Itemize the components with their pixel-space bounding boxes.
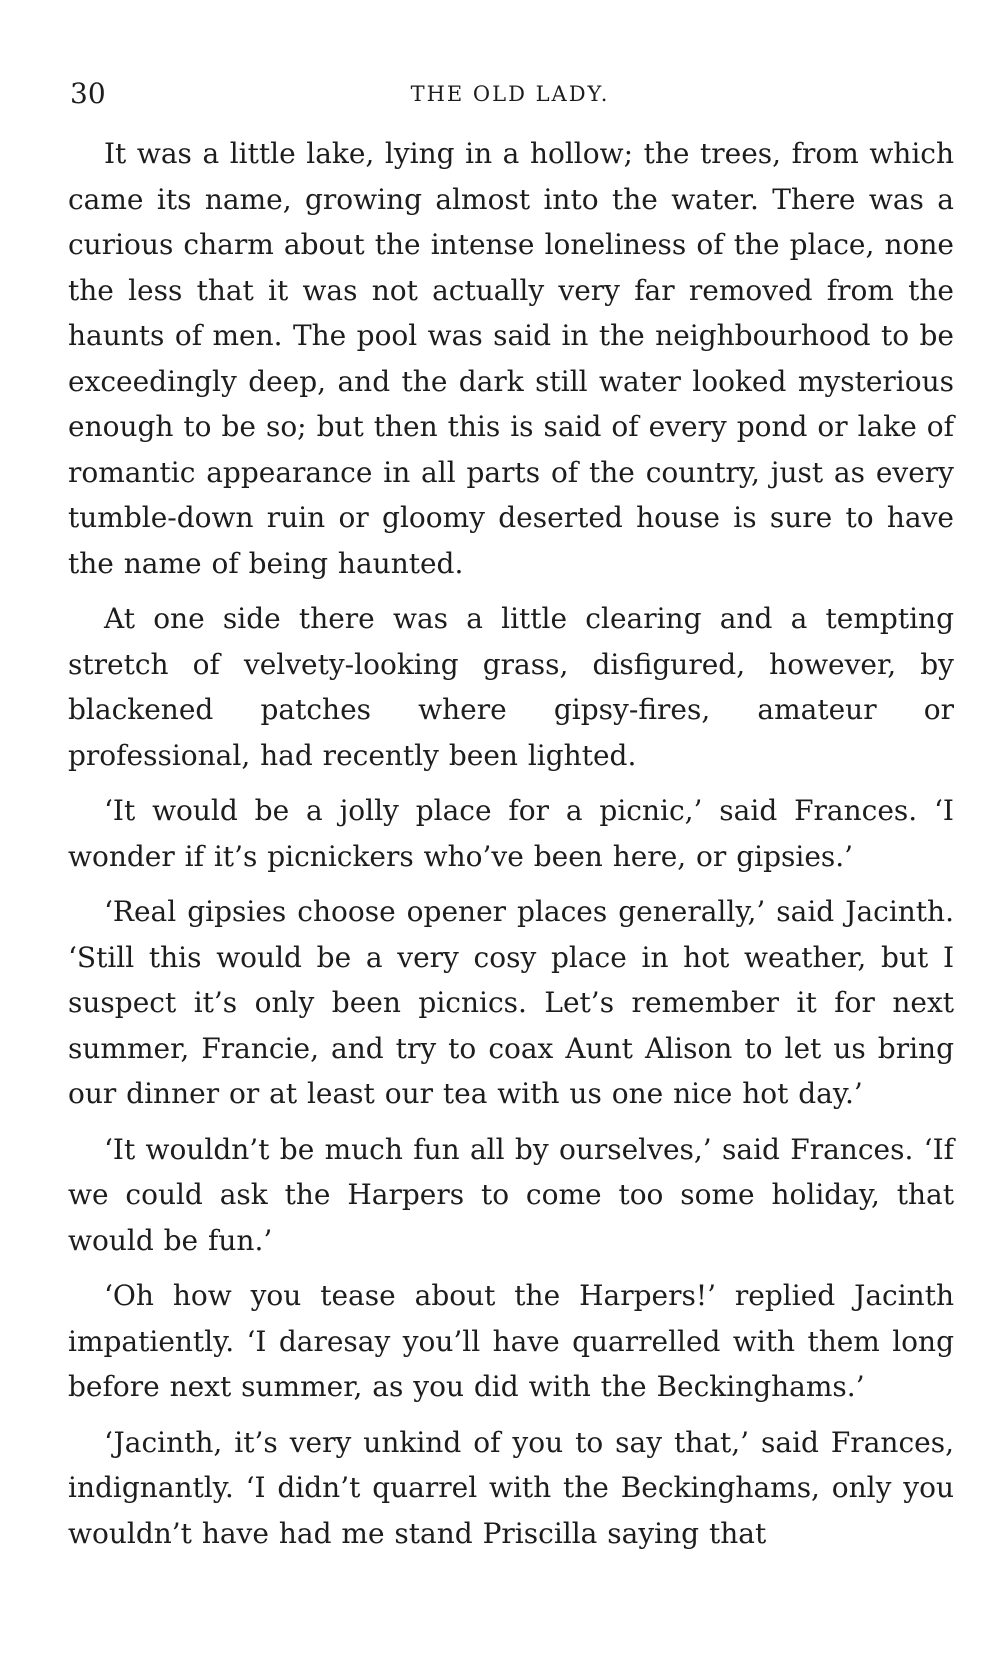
paragraph: ‘Real gipsies choose opener places generally,’ said Jacinth. ‘Still this would be a very cosy place in hot weather, but I suspect it’s only been picnics. Let’s remember it for next summer, Francie, and try to coax Aunt Alison to let us bring our dinner or at least our tea with us one nice hot day.’ [68,895,954,1110]
paragraph: ‘It would be a jolly place for a picnic,’ said Frances. ‘I wonder if it’s picnickers who’ve been here, or gipsies.’ [68,794,954,873]
paragraph: It was a little lake, lying in a hollow; the trees, from which came its name, growing almost into the water. There was a curious charm about the intense loneliness of the place, none the less that it was not actually very far removed from the haunts of men. The pool was said in the neighbourhood to be exceedingly deep, and the dark still water looked mysterious enough to be so; but then this is said of every pond or lake of romantic appearance in all parts of the country, just as every tumble-down ruin or gloomy deserted house is sure to have the name of being haunted. [68,137,954,580]
page-body [68,131,954,1566]
page-number: 30 [70,77,106,110]
page-header [70,74,950,114]
paragraph: ‘It wouldn’t be much fun all by ourselves,’ said Frances. ‘If we could ask the Harpers to come too some holiday, that would be fun.’ [68,1132,954,1257]
paragraph: ‘Jacinth, it’s very unkind of you to say that,’ said Frances, indignantly. ‘I didn’t quarrel with the Beckinghams, only you wouldn’t have had me stand Priscilla saying that [68,1425,954,1550]
paragraph: ‘Oh how you tease about the Harpers!’ replied Jacinth impatiently. ‘I daresay you’ll have quarrelled with them long before next summer, as you did with the Beckinghams.’ [68,1279,954,1403]
running-title: THE OLD LADY. [410,82,610,106]
paragraph: At one side there was a little clearing and a tempting stretch of velvety-looking grass, disfigured, however, by blackened patches where gipsy-fires, amateur or professional, had recently been lighted. [68,602,954,772]
